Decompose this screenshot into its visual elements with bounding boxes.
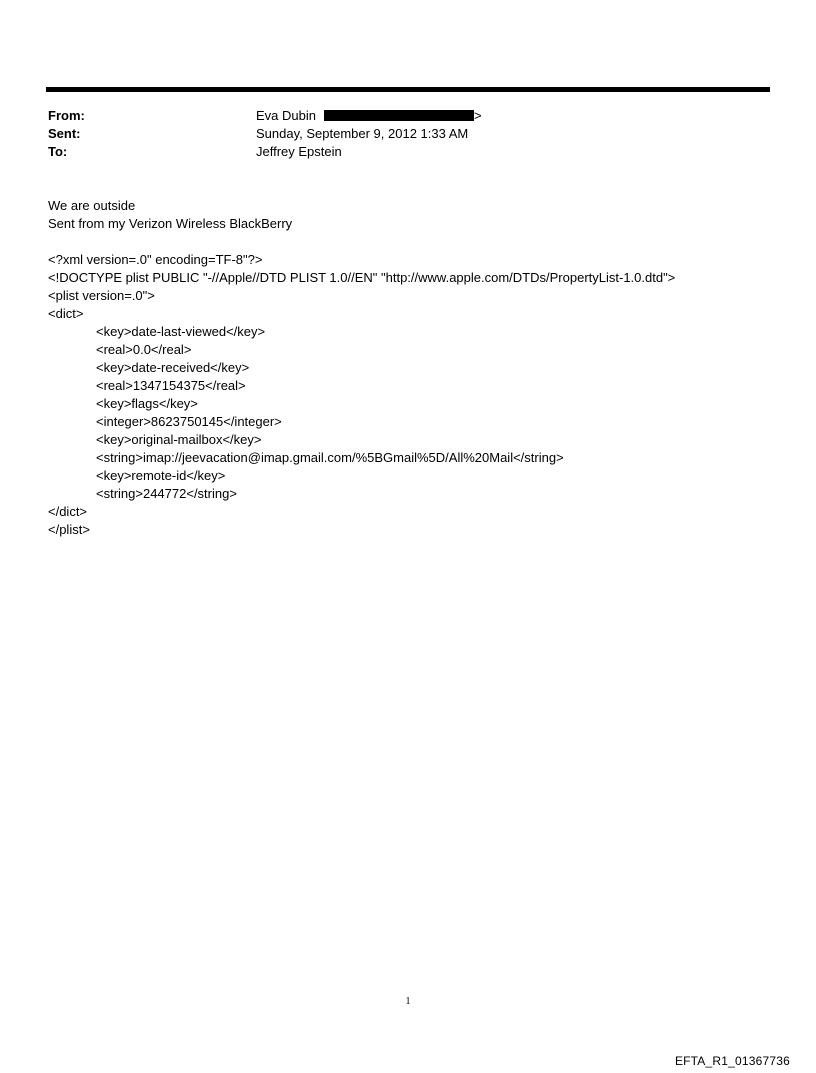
email-body xyxy=(48,197,778,539)
from-value: Eva Dubin xyxy=(256,108,316,123)
message-line: We are outside xyxy=(48,198,136,213)
dict-line: <string>imap://jeevacation@imap.gmail.com/%5BGmail%5D/All%20Mail</string> xyxy=(96,450,564,465)
email-header xyxy=(48,107,768,161)
to-value: Jeffrey Epstein xyxy=(256,144,342,159)
to-row xyxy=(48,143,768,161)
dict-line: <real>0.0</real> xyxy=(96,342,192,357)
sent-row xyxy=(48,125,768,143)
dict-line: <real>1347154375</real> xyxy=(96,378,246,393)
xml-line: <!DOCTYPE plist PUBLIC "-//Apple//DTD PLIST 1.0//EN" "http://www.apple.com/DTDs/PropertyList-1.0.dtd"> xyxy=(48,270,676,285)
dict-line: <string>244772</string> xyxy=(96,486,237,501)
to-label: To: xyxy=(48,144,68,159)
spacer xyxy=(48,233,778,251)
sent-label: Sent: xyxy=(48,126,81,141)
dict-line: <key>original-mailbox</key> xyxy=(96,432,262,447)
sent-value: Sunday, September 9, 2012 1:33 AM xyxy=(256,126,469,141)
dict-line: <key>flags</key> xyxy=(96,396,198,411)
closing-line: </dict> xyxy=(48,504,88,519)
dict-line: <integer>8623750145</integer> xyxy=(96,414,282,429)
from-label: From: xyxy=(48,108,85,123)
from-row xyxy=(48,107,768,125)
page-number: 1 xyxy=(405,996,411,1007)
message-line: Sent from my Verizon Wireless BlackBerry xyxy=(48,216,293,231)
header-rule xyxy=(46,87,770,92)
from-value-wrap xyxy=(256,107,768,125)
closing-line: </plist> xyxy=(48,522,90,537)
dict-line: <key>date-last-viewed</key> xyxy=(96,324,266,339)
dict-line: <key>date-received</key> xyxy=(96,360,250,375)
xml-line: <plist version=.0"> xyxy=(48,288,155,303)
redaction-tail: > xyxy=(473,108,482,123)
redaction-bar xyxy=(324,110,474,121)
xml-line: <dict> xyxy=(48,306,84,321)
bates-number: EFTA_R1_01367736 xyxy=(674,1054,790,1068)
dict-line: <key>remote-id</key> xyxy=(96,468,226,483)
xml-line: <?xml version=.0" encoding=TF-8"?> xyxy=(48,252,263,267)
